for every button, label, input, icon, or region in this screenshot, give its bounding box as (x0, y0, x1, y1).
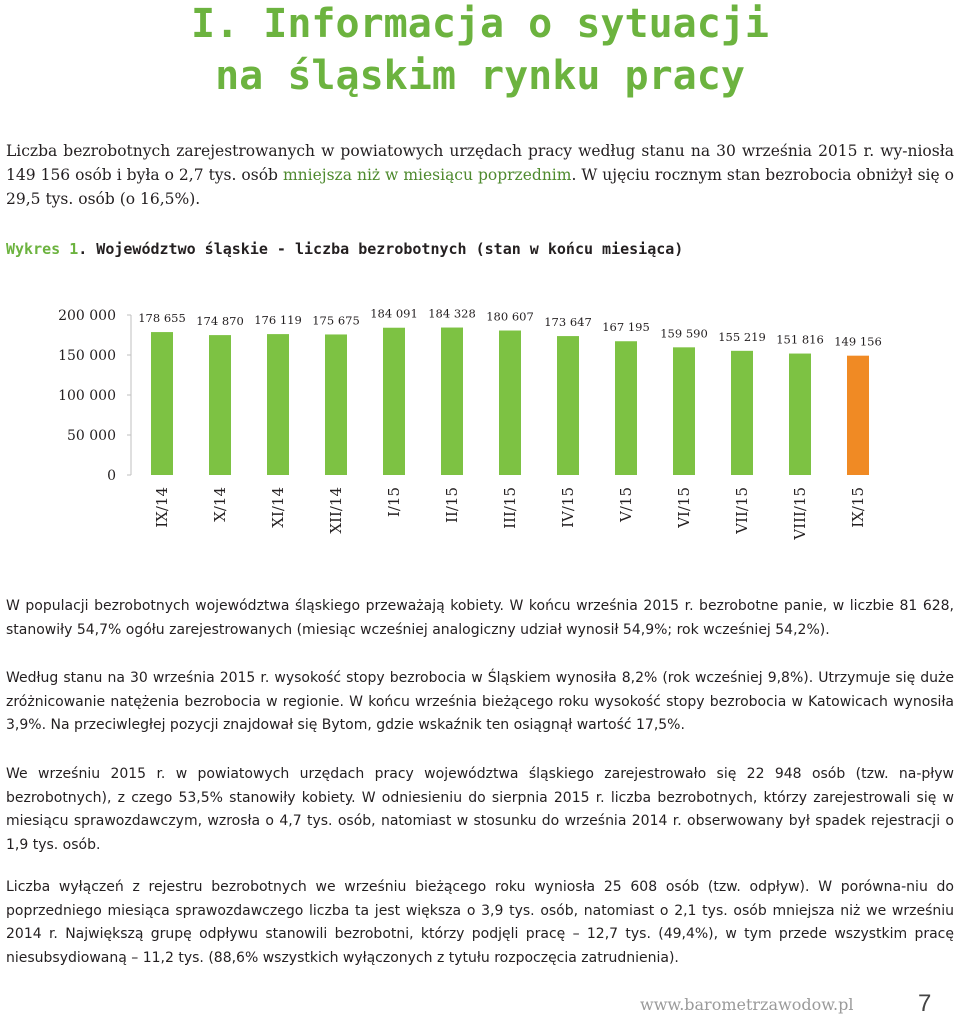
x-tick-label: XI/14 (269, 487, 287, 528)
intro-text-start: Liczba bezrobotnych zarejestrowanych w powiatowych urzędach pracy według stanu na 30 września 2015 r. wy-niosła 149 156 osób i była o 2,7 tys. osób (6, 142, 954, 184)
x-tick-label: V/15 (617, 487, 635, 522)
bar-XII/14 (325, 334, 347, 475)
bar-IX/14 (151, 332, 173, 475)
data-label: 174 870 (196, 314, 244, 329)
data-label: 176 119 (254, 313, 302, 328)
x-tick-label: VII/15 (733, 487, 751, 534)
bar-III/15 (499, 331, 521, 475)
bar-VII/15 (731, 351, 753, 475)
x-tick-label: IV/15 (559, 487, 577, 528)
data-label: 159 590 (660, 326, 708, 341)
bar-VIII/15 (789, 354, 811, 475)
x-tick-label: VI/15 (675, 487, 693, 528)
data-label: 149 156 (834, 334, 882, 349)
footer-url: www.barometrzawodow.pl (640, 995, 854, 1014)
intro-paragraph (6, 139, 954, 211)
x-tick-label: IX/15 (849, 487, 867, 528)
y-tick-label: 200 000 (58, 308, 116, 324)
page-title-line-2: na śląskim rynku pracy (215, 53, 745, 99)
intro-text-end: . W ujęciu rocznym stan bezrobocia obniżył się o 29,5 tys. osób (o 16,5%). (6, 166, 954, 208)
chart-heading (6, 240, 683, 258)
x-tick-label: IX/14 (153, 487, 171, 528)
y-tick-label: 0 (107, 468, 116, 484)
bar-IV/15 (557, 336, 579, 475)
bar-VI/15 (673, 347, 695, 475)
data-label: 184 328 (428, 306, 476, 321)
data-label: 167 195 (602, 320, 650, 335)
x-tick-label: I/15 (385, 487, 403, 518)
page-title-line-1: I. Informacja o sytuacji (191, 1, 769, 47)
bar-V/15 (615, 341, 637, 475)
bar-XI/14 (267, 334, 289, 475)
paragraph-unemployment-rate: Według stanu na 30 września 2015 r. wysokość stopy bezrobocia w Śląskiem wynosiła 8,2% (rok wcześniej 9,8%). Utrzymuje się duże zróżnicowanie natężenia bezrobocia w regionie. W końcu września bieżącego roku wysokość stopy bezrobocia w Katowicach wynosiła 3,9%. Na przeciwległej pozycji znajdował się Bytom, gdzie wskaźnik ten osiągnął wartość 17,5%. (6, 670, 954, 733)
x-tick-label: III/15 (501, 487, 519, 529)
data-label: 173 647 (544, 315, 592, 330)
bar-X/14 (209, 335, 231, 475)
paragraph-inflow: We wrześniu 2015 r. w powiatowych urzędach pracy województwa śląskiego zarejestrowało się 22 948 osób (tzw. na-pływ bezrobotnych), z czego 53,5% stanowiły kobiety. W odniesieniu do sierpnia 2015 r. liczba bezrobotnych, którzy zarejestrowali się w miesiącu sprawozdawczym, wzrosła o 4,7 tys. osób, natomiast w stosunku do września 2014 r. obserwowany był spadek rejestracji o 1,9 tys. osób. (6, 766, 954, 853)
unemployment-bar-chart (0, 290, 960, 580)
x-tick-label: VIII/15 (791, 487, 809, 540)
page-number: 7 (918, 990, 932, 1017)
y-tick-label: 100 000 (58, 388, 116, 404)
paragraph-outflow: Liczba wyłączeń z rejestru bezrobotnych we wrześniu bieżącego roku wyniosła 25 608 osób (tzw. odpływ). W porówna-niu do poprzedniego miesiąca sprawozdawczego liczba ta jest większa o 3,9 tys. osób, natomiast o 2,1 tys. osób mniejsza niż we wrześniu 2014 r. Największą grupę odpływu stanowili bezrobotni, którzy podjęli pracę – 12,7 tys. (49,4%), w tym przede wszystkim pracę niesubsydiowaną – 11,2 tys. (88,6% wszystkich wyłączonych z tytułu rozpoczęcia zatrudnienia). (6, 879, 954, 966)
x-tick-label: II/15 (443, 487, 461, 523)
x-tick-label: X/14 (211, 487, 229, 522)
bar-I/15 (383, 328, 405, 475)
data-label: 180 607 (486, 309, 534, 324)
data-label: 175 675 (312, 313, 360, 328)
data-label: 184 091 (370, 306, 418, 321)
y-tick-label: 50 000 (67, 428, 116, 444)
data-label: 151 816 (776, 332, 824, 347)
y-tick-label: 150 000 (58, 348, 116, 364)
bar-IX/15 (847, 356, 869, 475)
paragraph-women: W populacji bezrobotnych województwa śląskiego przeważają kobiety. W końcu września 2015 r. bezrobotne panie, w liczbie 81 628, stanowiły 54,7% ogółu zarejestrowanych (miesiąc wcześniej analogiczny udział wynosił 54,9%; rok wcześniej 54,2%). (6, 598, 954, 638)
bar-II/15 (441, 328, 463, 475)
chart-heading-title: . Województwo śląskie - liczba bezrobotnych (stan w końcu miesiąca) (78, 240, 684, 258)
data-label: 155 219 (718, 329, 766, 344)
chart-heading-label: Wykres 1 (6, 240, 79, 258)
intro-text-accent: mniejsza niż w miesiącu poprzednim (282, 166, 572, 184)
x-tick-label: XII/14 (327, 487, 345, 534)
data-label: 178 655 (138, 311, 186, 326)
